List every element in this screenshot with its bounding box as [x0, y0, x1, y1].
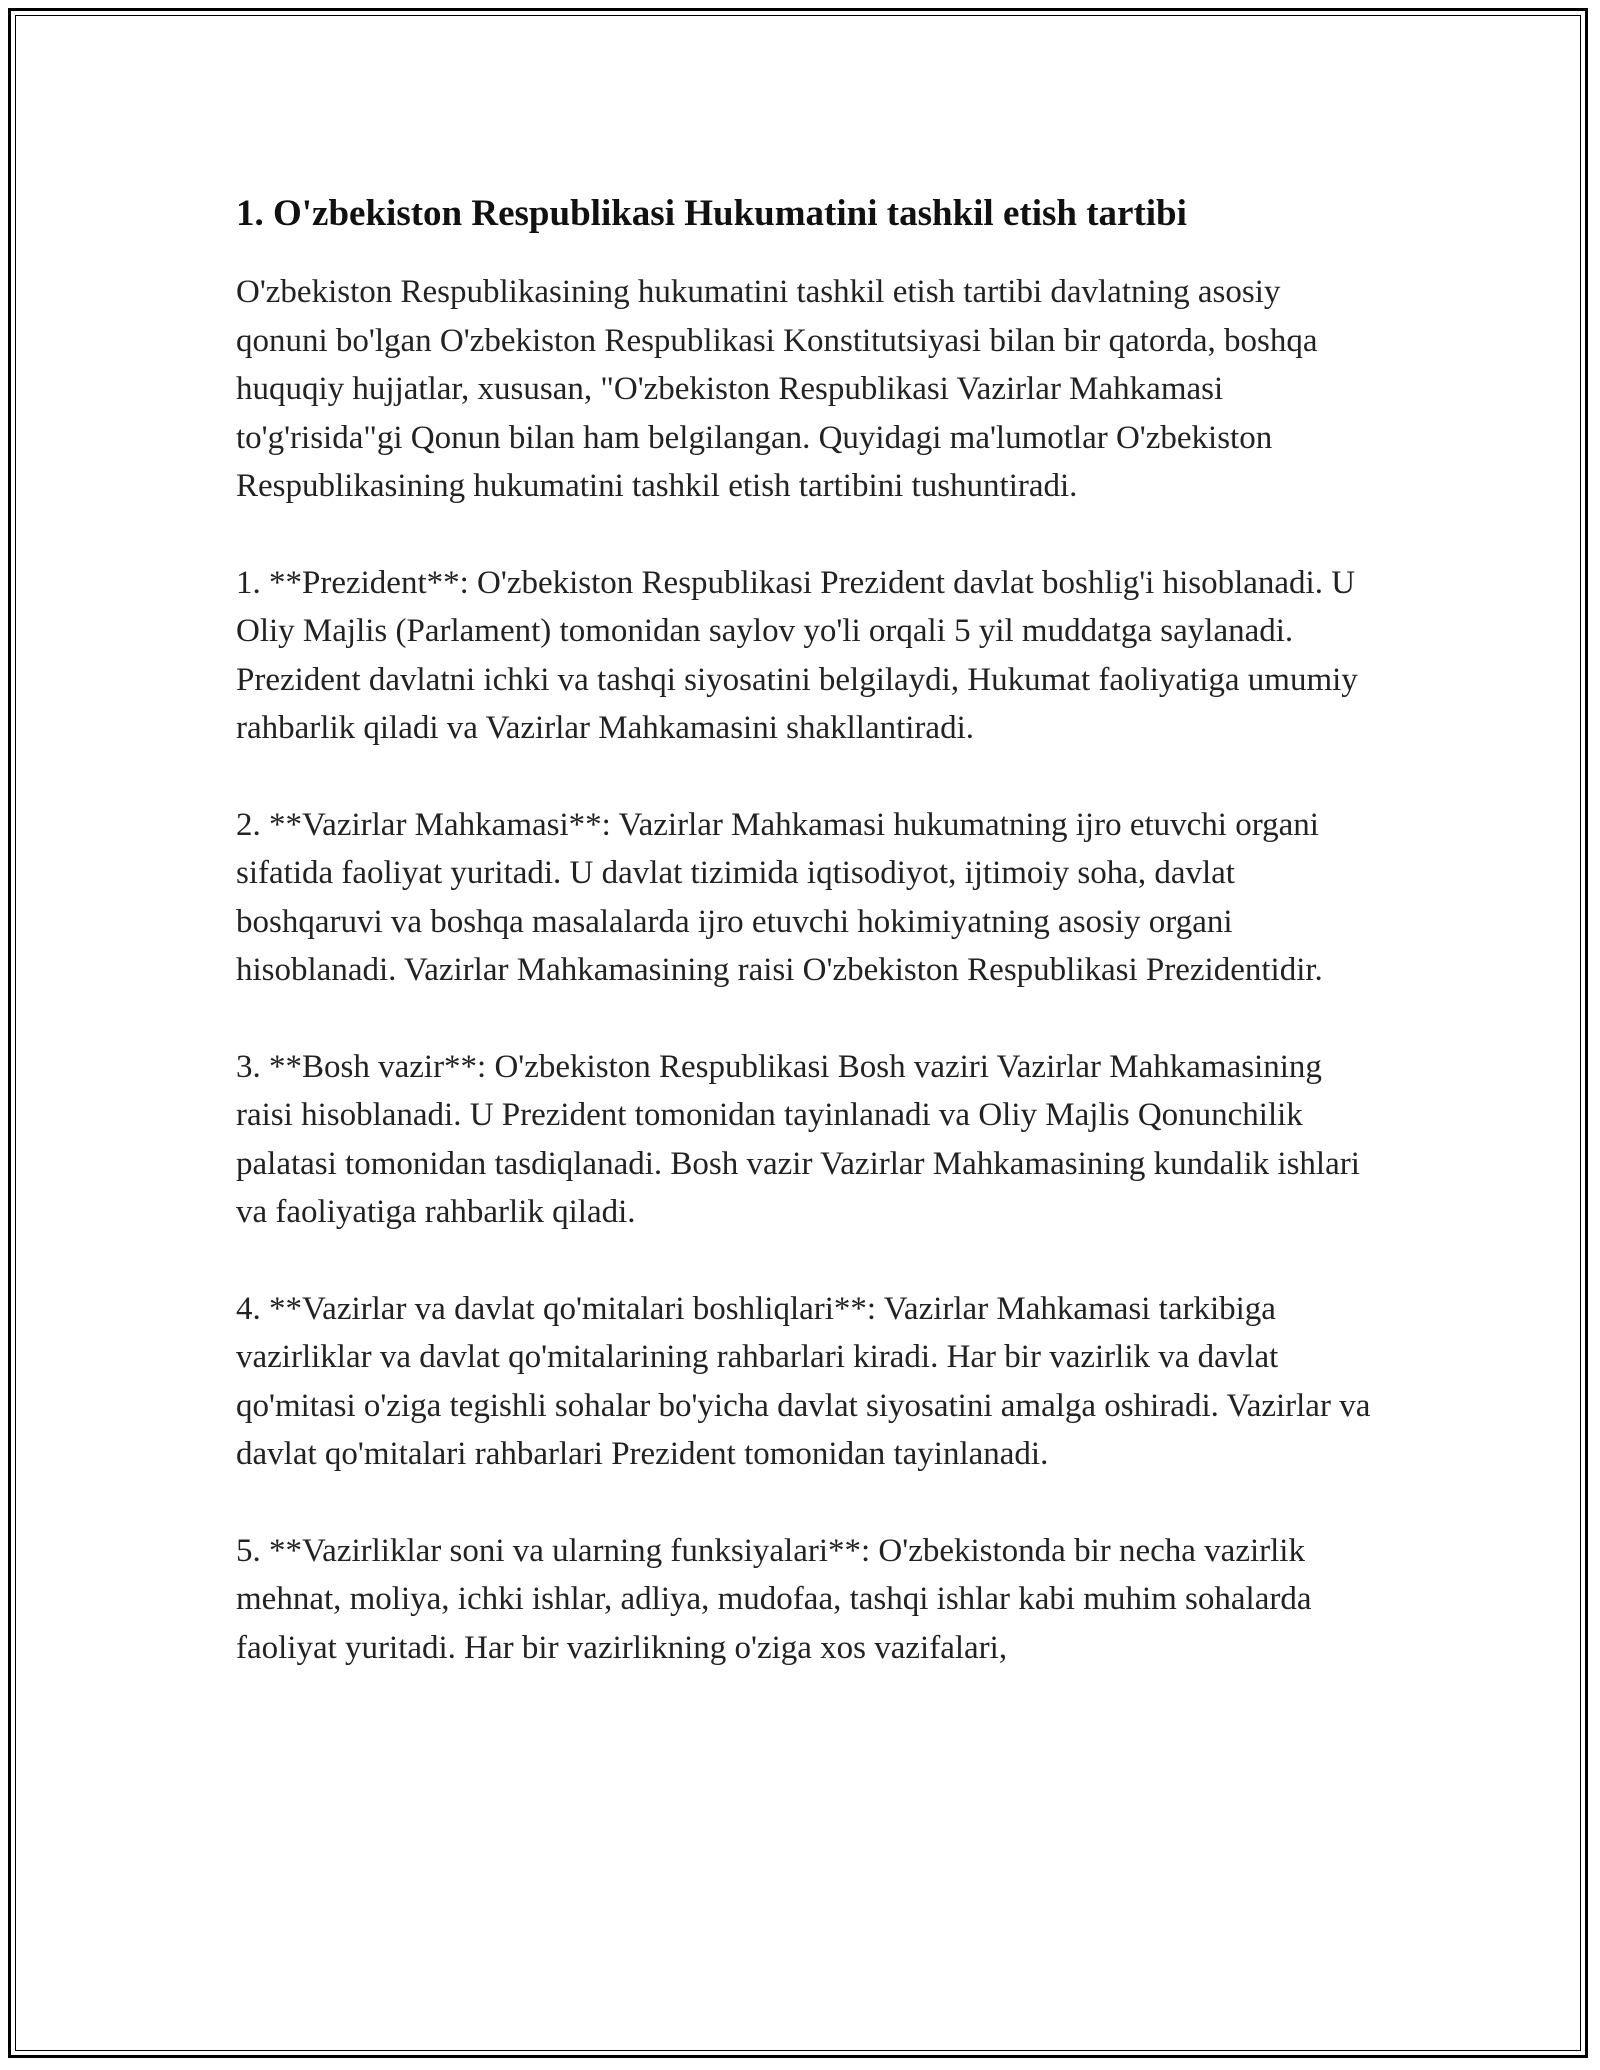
paragraph-prime-minister: 3. **Bosh vazir**: O'zbekiston Respublikasi Bosh vaziri Vazirlar Mahkamasining raisi hisoblanadi. U Prezident tomonidan tayinlanadi va Oliy Majlis Qonunchilik palatasi tomonidan tasdiqlanadi. Bosh vazir Vazirlar Mahkamasining kundalik ishlari va faoliyatiga rahbarlik qiladi. [236, 1048, 1360, 1230]
paragraph-ministries-and-functions: 5. **Vazirliklar soni va ularning funksiyalari**: O'zbekistonda bir necha vazirlik mehnat, moliya, ichki ishlar, adliya, mudofaa, tashqi ishlar kabi muhim sohalarda faoliyat yuritadi. Har bir vazirlikning o'ziga xos vazifalari, [236, 1532, 1312, 1666]
document-body [236, 190, 1376, 1720]
document-title: 1. O'zbekiston Respublikasi Hukumatini tashkil etish tartibi [236, 193, 1187, 234]
paragraph-ministers-and-committee-heads: 4. **Vazirlar va davlat qo'mitalari boshliqlari**: Vazirlar Mahkamasi tarkibiga vazirliklar va davlat qo'mitalarining rahbarlari kiradi. Har bir vazirlik va davlat qo'mitasi o'ziga tegishli sohalar bo'yicha davlat siyosatini amalga oshiradi. Vazirlar va davlat qo'mitalari rahbarlari Prezident tomonidan tayinlanadi. [236, 1290, 1371, 1472]
intro-paragraph: O'zbekiston Respublikasining hukumatini tashkil etish tartibi davlatning asosiy qonuni bo'lgan O'zbekiston Respublikasi Konstitutsiyasi bilan bir qatorda, boshqa huquqiy hujjatlar, xususan, "O'zbekiston Respublikasi Vazirlar Mahkamasi to'g'risida"gi Qonun bilan ham belgilangan. Quyidagi ma'lumotlar O'zbekiston Respublikasining hukumatini tashkil etish tartibini tushuntiradi. [236, 274, 1318, 504]
paragraph-cabinet-of-ministers: 2. **Vazirlar Mahkamasi**: Vazirlar Mahkamasi hukumatning ijro etuvchi organi sifatida faoliyat yuritadi. U davlat tizimida iqtisodiyot, ijtimoiy soha, davlat boshqaruvi va boshqa masalalarda ijro etuvchi hokimiyatning asosiy organi hisoblanadi. Vazirlar Mahkamasining raisi O'zbekiston Respublikasi Prezidentidir. [236, 806, 1323, 988]
paragraph-president: 1. **Prezident**: O'zbekiston Respublikasi Prezident davlat boshlig'i hisoblanadi. U Oliy Majlis (Parlament) tomonidan saylov yo'li orqali 5 yil muddatga saylanadi. Prezident davlatni ichki va tashqi siyosatini belgilaydi, Hukumat faoliyatiga umumiy rahbarlik qiladi va Vazirlar Mahkamasini shakllantiradi. [236, 564, 1358, 746]
